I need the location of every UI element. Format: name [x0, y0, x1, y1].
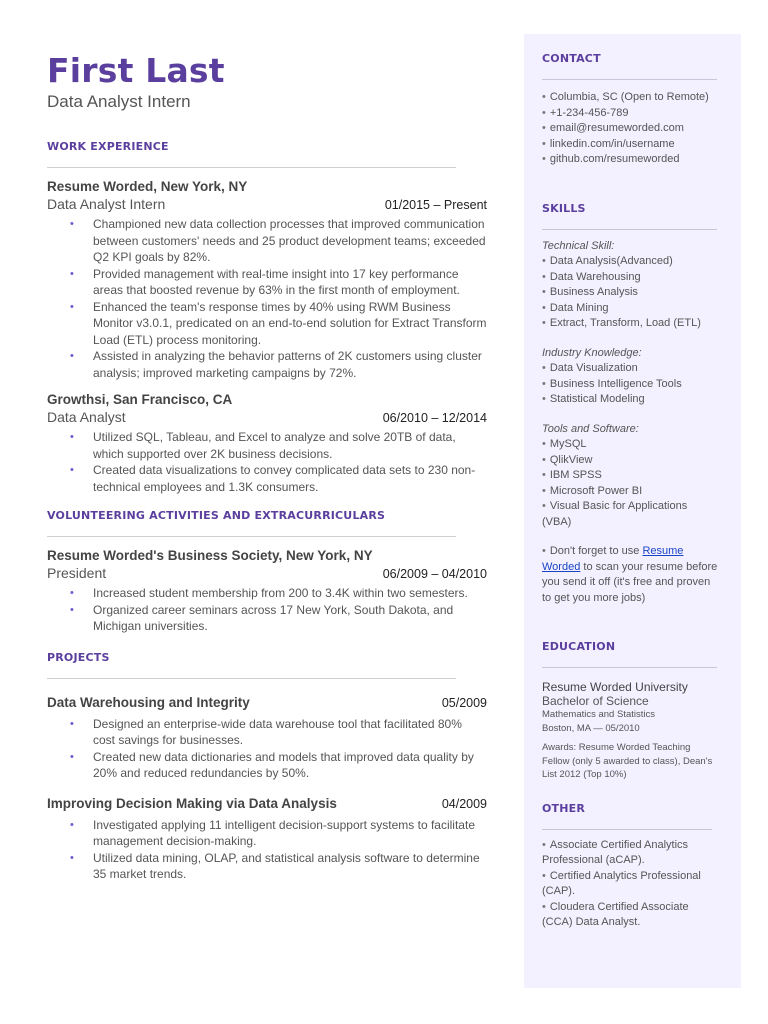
contact-location: • Columbia, SC (Open to Remote)	[542, 91, 709, 103]
section-heading-volunteering: VOLUNTEERING ACTIVITIES AND EXTRACURRICULARS	[47, 509, 386, 522]
skill-item: • Statistical Modeling	[542, 393, 645, 405]
bullet-item: • Utilized data mining, OLAP, and statistical analysis software to determine 35 market trends.	[47, 850, 487, 883]
company-name: Growthsi, San Francisco, CA	[47, 392, 233, 407]
contact-github[interactable]: • github.com/resumeworded	[542, 153, 680, 165]
section-heading-other: OTHER	[542, 801, 586, 815]
school-name: Resume Worded University	[542, 680, 688, 694]
skill-item: • Business Analysis	[542, 286, 638, 298]
education-entry	[542, 680, 718, 782]
skills-group-label: Tools and Software:	[542, 422, 639, 435]
contact-linkedin[interactable]: • linkedin.com/in/username	[542, 137, 675, 150]
project-name: Data Warehousing and Integrity	[47, 694, 250, 710]
skill-item: • Data Analysis(Advanced)	[542, 255, 673, 267]
certification-item: • Cloudera Certified Associate (CCA) Data Analyst.	[542, 900, 689, 928]
project-name: Improving Decision Making via Data Analysis	[47, 795, 337, 811]
bullet-item: • Designed an enterprise-wide data warehouse tool that facilitated 80% cost savings for businesses.	[47, 716, 487, 749]
candidate-name: First Last	[47, 51, 225, 90]
job-entry	[47, 392, 487, 495]
project-entry	[47, 796, 487, 883]
bullet-item: • Increased student membership from 200 to 3.4K within two semesters.	[47, 585, 487, 602]
skills-group	[542, 239, 718, 332]
contact-list	[542, 90, 718, 168]
volunteering-section	[47, 509, 487, 635]
divider	[47, 167, 456, 168]
company-name: Resume Worded, New York, NY	[47, 179, 248, 194]
major: Mathematics and Statistics	[542, 709, 655, 720]
skill-item: • IBM SPSS	[542, 469, 602, 481]
bullet-list	[47, 585, 487, 635]
bullet-item: • Created data visualizations to convey complicated data sets to 230 non-technical employees and 1.3K consumers.	[47, 462, 487, 495]
bullet-item: • Provided management with real-time insight into 17 key performance areas that boosted revenue by 63% in the first month of employment.	[47, 266, 487, 299]
skill-item: • Data Visualization	[542, 362, 638, 374]
bullet-item: • Championed new data collection processes that improved communication between customers' needs and 25 product development teams; exceeded Q2 KPI goals by 82%.	[47, 216, 487, 266]
education-location-date: Boston, MA — 05/2010	[542, 722, 640, 734]
main-column	[47, 52, 487, 883]
contact-email[interactable]: • email@resumeworded.com	[542, 122, 684, 134]
candidate-title: Data Analyst Intern	[47, 92, 191, 111]
bullet-list	[47, 716, 487, 782]
bullet-item: • Enhanced the team's response times by 40% using RWM Business Monitor v3.0.1, predicated on an end-to-end solution for Extract Transform Load (ETL) process monitoring.	[47, 299, 487, 349]
job-dates: 06/2010 – 12/2014	[382, 411, 487, 425]
section-heading-projects: PROJECTS	[47, 650, 110, 664]
resume-worded-link[interactable]: Resume Worded	[542, 545, 684, 573]
section-heading-work: WORK EXPERIENCE	[47, 140, 169, 153]
divider	[542, 79, 717, 80]
section-heading-skills: SKILLS	[542, 201, 586, 215]
bullet-item: • Assisted in analyzing the behavior patterns of 2K customers using cluster analysis; improved marketing campaigns by 72%.	[47, 348, 487, 381]
section-heading-education: EDUCATION	[542, 640, 616, 653]
volunteer-entry	[47, 548, 487, 635]
bullet-list	[47, 216, 487, 381]
project-date: 04/2009	[441, 796, 487, 811]
skills-group	[542, 422, 718, 531]
projects-section	[47, 651, 487, 883]
divider	[542, 229, 717, 230]
project-entry	[47, 695, 487, 782]
resume-tip: • Don't forget to use Resume Worded to scan your resume before you send it off (it's free and proven to get you more jobs)	[542, 545, 718, 604]
bullet-item: • Organized career seminars across 17 New York, South Dakota, and Michigan universities.	[47, 602, 487, 635]
bullet-list	[47, 429, 487, 495]
skill-item: • MySQL	[542, 438, 587, 450]
work-experience-section	[47, 140, 487, 495]
sidebar	[524, 34, 741, 988]
contact-phone[interactable]: • +1-234-456-789	[542, 106, 629, 119]
bullet-item: • Created new data dictionaries and models that improved data quality by 20% and reduced redundancies by 50%.	[47, 749, 487, 782]
skill-item: • QlikView	[542, 453, 593, 466]
job-role: Data Analyst Intern	[47, 196, 166, 212]
skill-item: • Business Intelligence Tools	[542, 377, 682, 390]
section-heading-contact: CONTACT	[542, 52, 601, 65]
skill-item: • Visual Basic for Applications (VBA)	[542, 500, 688, 528]
divider	[47, 678, 456, 679]
divider	[542, 829, 712, 830]
bullet-list	[47, 817, 487, 883]
skills-group	[542, 346, 718, 408]
job-dates: 01/2015 – Present	[384, 198, 487, 212]
skill-item: • Microsoft Power BI	[542, 484, 643, 497]
other-list	[542, 838, 718, 931]
skill-item: • Data Mining	[542, 301, 609, 314]
certification-item: • Certified Analytics Professional (CAP).	[542, 869, 701, 897]
job-role: Data Analyst	[47, 409, 126, 425]
job-entry	[47, 179, 487, 381]
divider	[47, 536, 456, 537]
skill-item: • Data Warehousing	[542, 270, 641, 283]
skill-item: • Extract, Transform, Load (ETL)	[542, 317, 701, 329]
organization-name: Resume Worded's Business Society, New York, NY	[47, 548, 373, 563]
bullet-item: • Utilized SQL, Tableau, and Excel to analyze and solve 20TB of data, which supported over 2K business decisions.	[47, 429, 487, 462]
project-date: 05/2009	[441, 695, 487, 710]
skills-group-label: Technical Skill:	[542, 239, 615, 252]
awards: Awards: Resume Worded Teaching Fellow (only 5 awarded to class), Dean's List 2012 (Top 10%)	[542, 742, 713, 780]
certification-item: • Associate Certified Analytics Professional (aCAP).	[542, 838, 689, 866]
degree: Bachelor of Science	[542, 694, 649, 708]
volunteer-dates: 06/2009 – 04/2010	[382, 567, 487, 581]
volunteer-role: President	[47, 565, 107, 581]
bullet-item: • Investigated applying 11 intelligent decision-support systems to facilitate management decision-making.	[47, 817, 487, 850]
divider	[542, 667, 717, 668]
skills-group-label: Industry Knowledge:	[542, 346, 642, 359]
